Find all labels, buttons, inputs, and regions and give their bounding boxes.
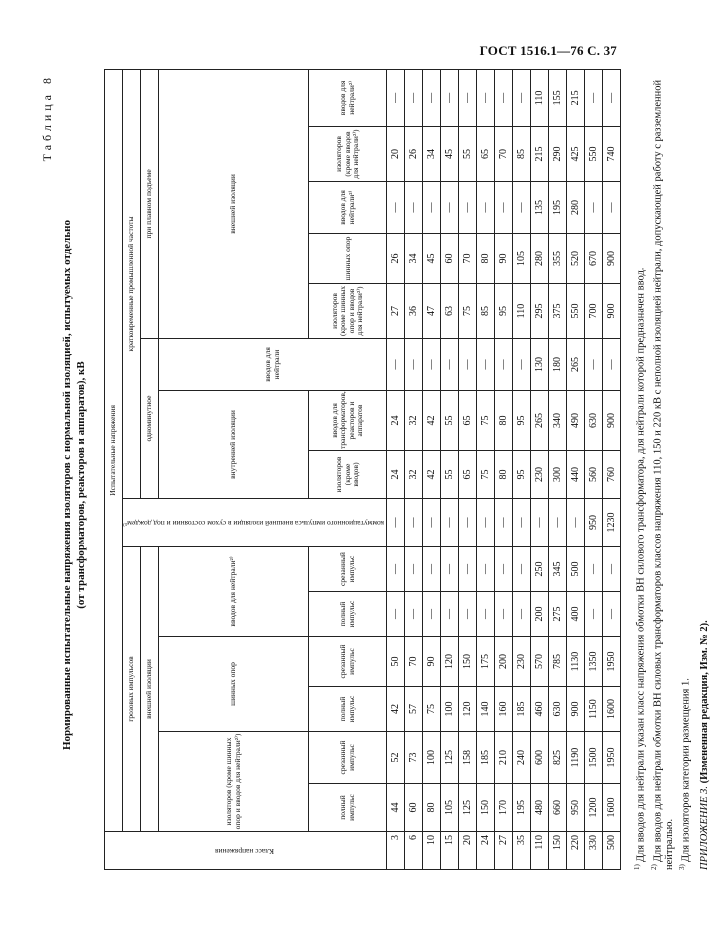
table-cell: 740 [603,127,621,182]
table-cell: — [513,547,531,592]
footnote-3-text: Для изоляторов категории размещения 1. [680,678,692,863]
table-label: Таблица 8 [40,74,54,162]
table-cell: 550 [567,284,585,339]
table-cell: — [387,547,405,592]
voltage-class-cell: 110 [531,832,549,870]
table-cell: 105 [513,234,531,284]
header-external-insulation2: внешней изоляции [159,69,309,338]
table-cell: 630 [585,391,603,451]
table-cell: 170 [495,784,513,832]
header-full-impulse-2: полный импульс [309,687,387,732]
table-cell: — [459,547,477,592]
table-cell: 125 [459,784,477,832]
table-cell: 1350 [585,637,603,687]
table-cell: — [423,182,441,234]
header-external-insulation: внешней изоляции [141,547,159,832]
table-row [531,69,549,869]
table-cell: 100 [423,732,441,784]
table-cell: 355 [549,234,567,284]
table-cell: — [459,182,477,234]
footnotes [631,70,693,870]
table-cell: 44 [387,784,405,832]
table-cell: — [423,499,441,547]
voltage-table [104,69,621,870]
table-cell: 27 [387,284,405,339]
table-cell: 560 [585,451,603,499]
table-cell: — [405,69,423,126]
table-cell: — [477,182,495,234]
table-cell: 65 [477,127,495,182]
header-chopped-impulse-2: срезанный импульс [309,637,387,687]
table-cell: 55 [441,451,459,499]
table-cell: — [477,592,495,637]
table-cell: 95 [513,451,531,499]
table-cell: 490 [567,391,585,451]
table-cell: 200 [531,592,549,637]
table-cell: — [459,69,477,126]
header-chopped-impulse-1: срезанный импульс [309,732,387,784]
table-cell: 520 [567,234,585,284]
page-header: ГОСТ 1516.1—76 С. 37 [479,43,617,58]
table-cell: 70 [459,234,477,284]
table-cell: 1230 [603,499,621,547]
table-title [60,110,88,860]
table-cell: 80 [423,784,441,832]
header-bus-supports-dry: шинных опор [309,234,387,284]
table-cell: 265 [567,339,585,391]
table-title-line2: (от трансформаторов, реакторов и аппаратов), кВ [75,361,87,609]
table-cell: 345 [549,547,567,592]
revision-note: (Измененная редакция, Изм. № 2). [698,620,710,784]
voltage-class-cell: 3 [387,832,405,870]
table-cell: 1600 [603,784,621,832]
table-cell: — [585,339,603,391]
table-cell: 660 [549,784,567,832]
table-row [387,69,405,869]
table-cell: 110 [513,284,531,339]
table-cell: — [423,592,441,637]
table-cell: — [441,592,459,637]
header-neutral-bushings: вводов для нейтрали²⁾ [159,547,309,637]
table-cell: 180 [549,339,567,391]
table-cell: — [477,339,495,391]
table-cell: — [513,339,531,391]
table-cell: 26 [405,127,423,182]
header-full-impulse-3: полный импульс [309,592,387,637]
table-cell: — [549,499,567,547]
table-cell: 700 [585,284,603,339]
header-bus-supports: шинных опор [159,637,309,732]
table-cell: 275 [549,592,567,637]
table-cell: 85 [513,127,531,182]
title-block [40,70,104,870]
table-cell: — [567,499,585,547]
table-cell: — [441,499,459,547]
table-cell: — [477,547,495,592]
table-cell: — [495,592,513,637]
voltage-class-cell: 6 [405,832,423,870]
table-row [603,69,621,869]
table-cell: 47 [423,284,441,339]
table-cell: 900 [603,234,621,284]
table-cell: 73 [405,732,423,784]
table-cell: 280 [567,182,585,234]
footnote-2-text: Для вводов для нейтрали обмотки ВН силовых трансформаторов классов напряжения 110, 150 и 220 кВ с неполной изоляцией нейтрали, допускающей работу с разземленной нейтралью. [652,79,676,870]
table-cell: 195 [549,182,567,234]
table-cell: 50 [387,637,405,687]
table-title-line1: Нормированные испытательные напряжения изоляторов с нормальной изоляцией, испытуемых отдельно [61,220,73,750]
voltage-class-cell: 330 [585,832,603,870]
table-cell: — [387,69,405,126]
table-row [495,69,513,869]
table-cell: 57 [405,687,423,732]
header-one-minute: одноминутное [141,339,159,499]
table-cell: — [387,499,405,547]
table-cell: 250 [531,547,549,592]
table-cell: 1200 [585,784,603,832]
table-cell: 158 [459,732,477,784]
table-row [459,69,477,869]
table-cell: — [531,499,549,547]
table-cell: — [603,547,621,592]
table-row [585,69,603,869]
table-cell: 185 [477,732,495,784]
header-insulators-except-bushings: изоляторов (кроме вводов) [309,451,387,499]
table-cell: 75 [477,451,495,499]
table-cell: — [495,69,513,126]
table-cell: 265 [531,391,549,451]
table-cell: — [495,182,513,234]
table-cell: 950 [567,784,585,832]
footnote-3-number: 3) [678,864,687,870]
table-cell: — [513,592,531,637]
header-chopped-impulse-3: срезанный импульс [309,547,387,592]
footnote-1-text: Для вводов для нейтрали указан класс напряжения обмотки ВН силового трансформатора, для нейтрали которой предназначен ввод. [635,267,647,863]
table-cell: — [603,592,621,637]
table-cell: — [405,547,423,592]
header-insulators-rain: изоляторов (кроме вводов для нейтрали²⁾) [309,127,387,182]
table-cell: — [477,69,495,126]
table-cell: 600 [531,732,549,784]
table-cell: 24 [387,391,405,451]
table-cell: 670 [585,234,603,284]
table-cell: 295 [531,284,549,339]
table-cell: 65 [459,451,477,499]
header-switching-impulse: коммутационного импульса внешней изоляции в сухом состоянии и под дождем¹⁾ [123,499,387,547]
appendix-note [699,70,710,870]
table-cell: — [513,499,531,547]
table-cell: 32 [405,391,423,451]
footnote-3 [676,70,693,870]
table-cell: — [459,339,477,391]
table-cell: — [441,547,459,592]
table-cell: 240 [513,732,531,784]
table-cell: — [387,339,405,391]
table-cell: 140 [477,687,495,732]
table-cell: — [423,339,441,391]
table-cell: — [585,547,603,592]
table-cell: 52 [387,732,405,784]
table-cell: 70 [405,637,423,687]
header-insulators-except-bus: изоляторов (кроме шинных опор и вводов для нейтрали²⁾) [159,732,309,832]
table-cell: 45 [441,127,459,182]
table-cell: 42 [423,391,441,451]
table-cell: — [441,69,459,126]
voltage-class-cell: 150 [549,832,567,870]
table-cell: — [513,69,531,126]
table-cell: 125 [441,732,459,784]
voltage-class-cell: 35 [513,832,531,870]
header-neutral-bushings-dry: вводов для нейтрали²⁾ [309,182,387,234]
table-cell: 65 [459,391,477,451]
table-cell: — [423,69,441,126]
table-cell: — [423,547,441,592]
footnote-2-number: 2) [649,864,658,870]
table-cell: — [387,592,405,637]
table-cell: 60 [441,234,459,284]
header-flashover: при плавном подъеме [141,69,159,338]
table-cell: 215 [567,69,585,126]
table-cell: 80 [495,391,513,451]
table-cell: 1600 [603,687,621,732]
table-cell: 785 [549,637,567,687]
table-cell: — [405,592,423,637]
table-cell: 150 [459,637,477,687]
table-cell: — [585,69,603,126]
table-cell: 75 [459,284,477,339]
table-cell: 90 [495,234,513,284]
table-cell: 85 [477,284,495,339]
table-cell: 230 [531,451,549,499]
table-cell: 200 [495,637,513,687]
table-cell: 1500 [585,732,603,784]
table-cell: 630 [549,687,567,732]
table-cell: — [603,182,621,234]
table-cell: 75 [477,391,495,451]
table-cell: 24 [387,451,405,499]
table-cell: 60 [405,784,423,832]
table-row [477,69,495,869]
table-row [405,69,423,869]
table-cell: — [405,339,423,391]
header-test-voltages: Испытательные напряжения [105,69,123,831]
table-cell: 1190 [567,732,585,784]
table-cell: 900 [603,284,621,339]
table-cell: 460 [531,687,549,732]
table-cell: 375 [549,284,567,339]
table-cell: — [495,547,513,592]
header-full-impulse-1: полный импульс [309,784,387,832]
table-row [441,69,459,869]
table-cell: 70 [495,127,513,182]
voltage-class-cell: 500 [603,832,621,870]
footnote-2 [648,70,677,870]
table-cell: — [585,182,603,234]
table-cell: 160 [495,687,513,732]
table-cell: 210 [495,732,513,784]
table-cell: 425 [567,127,585,182]
table-cell: 1950 [603,637,621,687]
table-cell: 950 [585,499,603,547]
table-cell: 110 [531,69,549,126]
table-cell: — [585,592,603,637]
footnote-1 [631,70,648,870]
table-cell: 480 [531,784,549,832]
table-cell: 290 [549,127,567,182]
table-cell: 90 [423,637,441,687]
table-cell: — [495,339,513,391]
table-cell: 1950 [603,732,621,784]
header-voltage-class: Класс напряжения [105,832,387,870]
table-cell: 900 [567,687,585,732]
table-row [513,69,531,869]
table-cell: 215 [531,127,549,182]
rotated-content [40,70,710,870]
table-cell: 100 [441,687,459,732]
table-row [423,69,441,869]
header-neutral-bushings-plain: вводов для нейтрали [159,339,387,391]
table-cell: 900 [603,391,621,451]
table-cell: 75 [423,687,441,732]
table-cell: 340 [549,391,567,451]
table-cell: — [441,182,459,234]
table-cell: 36 [405,284,423,339]
header-internal-insulation: внутренней изоляции [159,391,309,499]
header-industrial: кратковременные промышленной частоты [123,69,141,498]
table-cell: — [459,499,477,547]
table-cell: 20 [387,127,405,182]
header-impulse: грозовых импульсов [123,547,141,832]
table-cell: 1130 [567,637,585,687]
table-cell: 34 [423,127,441,182]
table-cell: 550 [585,127,603,182]
voltage-class-cell: 220 [567,832,585,870]
table-cell: 280 [531,234,549,284]
table-cell: 95 [513,391,531,451]
voltage-class-cell: 24 [477,832,495,870]
table-cell: — [405,182,423,234]
table-body [387,69,621,869]
table-cell: 195 [513,784,531,832]
table-cell: 34 [405,234,423,284]
table-cell: 185 [513,687,531,732]
table-cell: 300 [549,451,567,499]
table-cell: 63 [441,284,459,339]
table-cell: 80 [477,234,495,284]
table-cell: 95 [495,284,513,339]
table-cell: — [459,592,477,637]
table-cell: — [387,182,405,234]
footnote-1-number: 1) [633,864,642,870]
table-cell: — [603,339,621,391]
table-cell: — [441,339,459,391]
table-cell: 42 [423,451,441,499]
table-row [567,69,585,869]
table-cell: 155 [549,69,567,126]
table-cell: 150 [477,784,495,832]
table-cell: 400 [567,592,585,637]
table-cell: 230 [513,637,531,687]
appendix-label: ПРИЛОЖЕНИЕ 3. [698,786,710,870]
table-cell: 26 [387,234,405,284]
table-cell: 55 [459,127,477,182]
table-cell: 440 [567,451,585,499]
header-bushings-for-equipment: вводов для трансформаторов, реакторов и аппаратов [309,391,387,451]
table-cell: 120 [441,637,459,687]
table-cell: 1150 [585,687,603,732]
table-cell: 80 [495,451,513,499]
table-cell: — [495,499,513,547]
table-cell: 500 [567,547,585,592]
voltage-class-cell: 15 [441,832,459,870]
table-cell: — [477,499,495,547]
voltage-class-cell: 20 [459,832,477,870]
voltage-class-cell: 27 [495,832,513,870]
table-cell: 32 [405,451,423,499]
table-cell: 130 [531,339,549,391]
table-cell: 760 [603,451,621,499]
table-cell: 825 [549,732,567,784]
table-cell: — [603,69,621,126]
table-cell: 42 [387,687,405,732]
voltage-class-cell: 10 [423,832,441,870]
table-cell: 120 [459,687,477,732]
table-cell: 570 [531,637,549,687]
table-cell: — [513,182,531,234]
table-cell: 45 [423,234,441,284]
table-cell: — [405,499,423,547]
header-insulators-dry: изоляторов (кроме шинных опор и вводов для нейтрали²⁾) [309,284,387,339]
table-cell: 55 [441,391,459,451]
table-cell: 175 [477,637,495,687]
table-row [549,69,567,869]
table-cell: 105 [441,784,459,832]
header-neutral-bushings-rain: вводов для нейтрали²⁾ [309,69,387,126]
table-cell: 135 [531,182,549,234]
